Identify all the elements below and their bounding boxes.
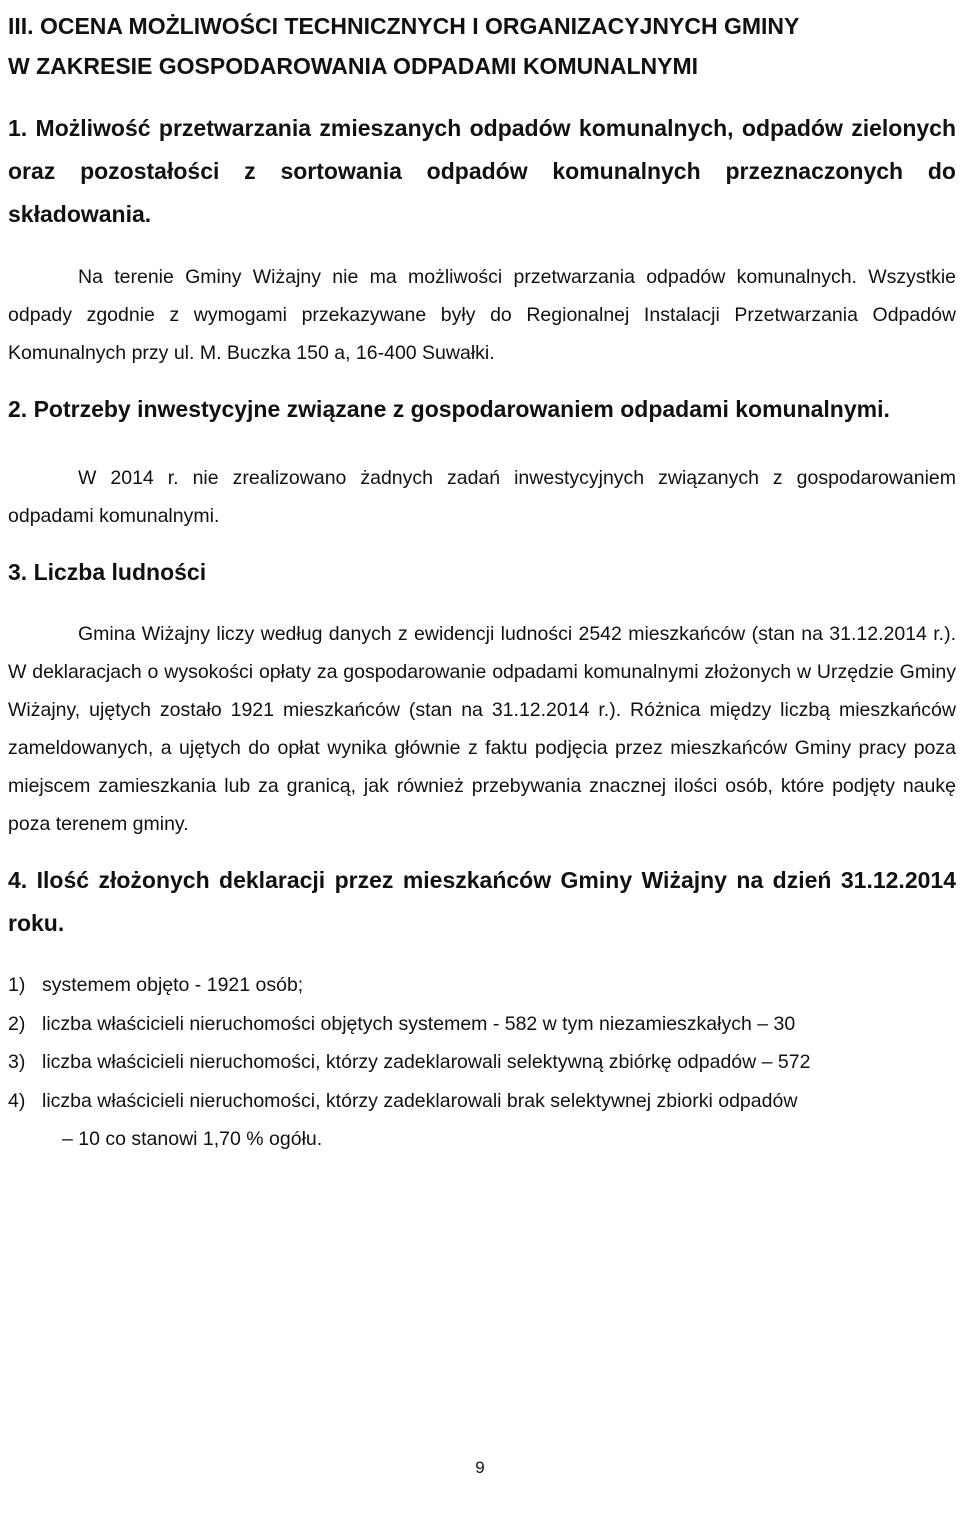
list-item-number: 3): [8, 1051, 26, 1073]
section-4-heading: 4. Ilość złożonych deklaracji przez mieszkańców Gminy Wiżajny na dzień 31.12.2014 roku.: [8, 867, 956, 936]
list-item-text: liczba właścicieli nieruchomości objętych systemem - 582 w tym niezamieszkałych – 30: [42, 1012, 796, 1035]
list-item: [8, 1082, 956, 1159]
declarations-list: [8, 966, 956, 1159]
section-3-heading: 3. Liczba ludności: [8, 559, 207, 585]
list-item-text: liczba właścicieli nieruchomości, którzy zadeklarowali selektywną zbiórkę odpadów – 572: [42, 1051, 811, 1073]
title-line-1: III. OCENA MOŻLIWOŚCI TECHNICZNYCH I ORGANIZACYJNYCH GMINY: [8, 13, 800, 39]
title-line-2: W ZAKRESIE GOSPODAROWANIA ODPADAMI KOMUNALNYMI: [8, 53, 698, 79]
list-item-text-continuation: – 10 co stanowi 1,70 % ogółu.: [62, 1128, 323, 1150]
list-item-text: liczba właścicieli nieruchomości, którzy zadeklarowali brak selektywnej zbiorki odpadów: [42, 1089, 798, 1112]
section-1-heading: 1. Możliwość przetwarzania zmieszanych odpadów komunalnych, odpadów zielonych oraz pozostałości z sortowania odpadów komunalnych przeznaczonych do składowania.: [8, 115, 956, 227]
page-number: 9: [475, 1458, 485, 1477]
section-2-paragraph: W 2014 r. nie zrealizowano żadnych zadań inwestycyjnych związanych z gospodarowaniem odpadami komunalnymi.: [8, 467, 956, 527]
list-item: [8, 966, 956, 1005]
section-2-heading: 2. Potrzeby inwestycyjne związane z gospodarowaniem odpadami komunalnymi.: [8, 396, 890, 422]
list-item: [8, 1043, 956, 1082]
list-item-number: 2): [8, 1012, 26, 1035]
list-item-text: systemem objęto - 1921 osób;: [42, 974, 304, 996]
list-item-number: 1): [8, 974, 26, 996]
document-page: [8, 0, 956, 1517]
list-item: [8, 1005, 956, 1044]
document-title: [8, 0, 956, 86]
list-item-number: 4): [8, 1089, 26, 1112]
section-3-paragraph: Gmina Wiżajny liczy według danych z ewidencji ludności 2542 mieszkańców (stan na 31.12.2014 r.). W deklaracjach o wysokości opłaty za gospodarowanie odpadami komunalnymi złożonych w Urzędzie Gminy Wiżajny, ujętych zostało 1921 mieszkańców (stan na 31.12.2014 r.). Różnica między liczbą mieszkańców zameldowanych, a ujętych do opłat wynika głównie z faktu podjęcia przez mieszkańców Gminy pracy poza miejscem zamieszkania lub za granicą, jak również przebywania znacznej ilości osób, które podjęty naukę poza terenem gminy.: [8, 623, 956, 835]
section-1-paragraph: Na terenie Gminy Wiżajny nie ma możliwości przetwarzania odpadów komunalnych. Wszystkie odpady zgodnie z wymogami przekazywane były do Regionalnej Instalacji Przetwarzania Odpadów Komunalnych przy ul. M. Buczka 150 a, 16-400 Suwałki.: [8, 266, 956, 364]
